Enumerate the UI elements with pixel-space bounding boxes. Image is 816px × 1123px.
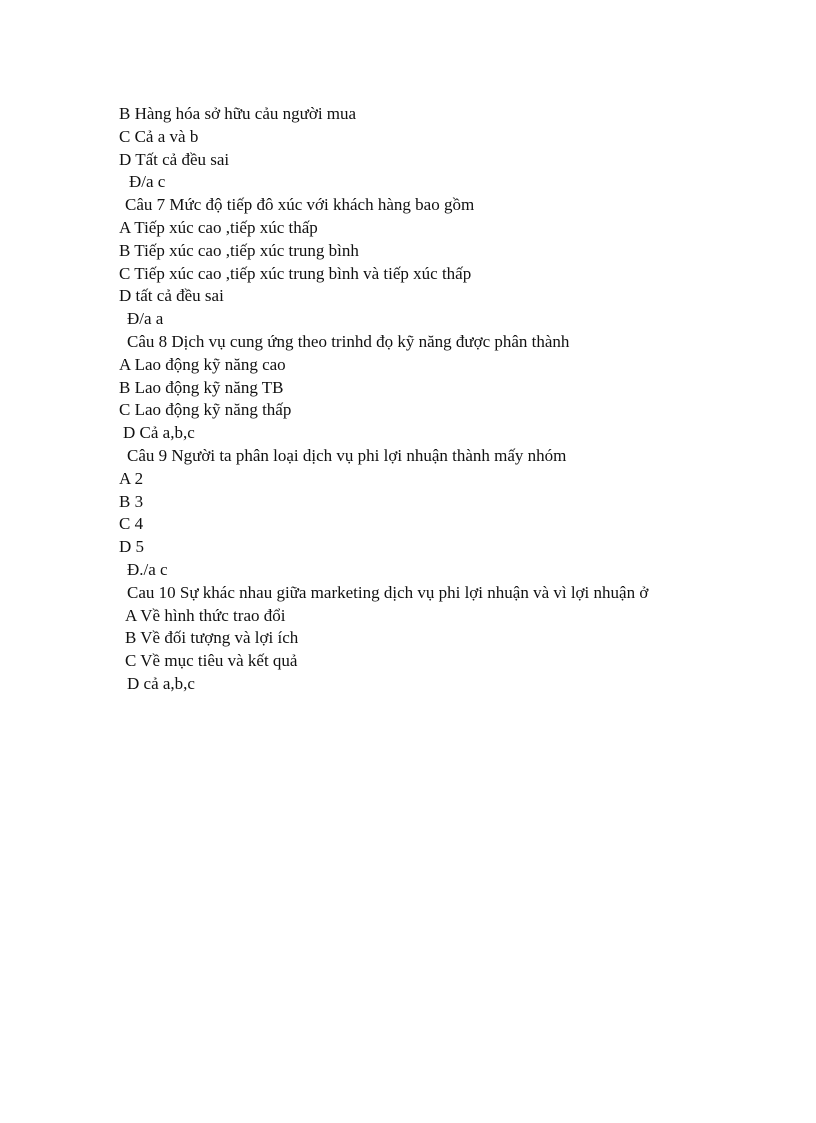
answer-option: A 2 [119, 468, 144, 488]
answer-option: B Tiếp xúc cao ,tiếp xúc trung bình [119, 240, 359, 260]
answer-option: C Về mục tiêu và kết quả [125, 651, 298, 671]
answer-key: Đ/a a [127, 309, 164, 329]
answer-option: B Về đối tượng và lợi ích [125, 628, 299, 648]
question-9: Câu 9 Người ta phân loại dịch vụ phi lợi nhuận thành mấy nhóm [127, 445, 567, 465]
answer-option: B Lao động kỹ năng TB [119, 377, 284, 397]
question-8: Câu 8 Dịch vụ cung ứng theo trinhd đọ kỹ năng được phân thành [127, 331, 570, 351]
question-10: Cau 10 Sự khác nhau giữa marketing dịch vụ phi lợi nhuận và vì lợi nhuận ở [127, 582, 649, 602]
answer-option: B 3 [119, 491, 144, 511]
answer-option: D tất cả đều sai [119, 286, 224, 306]
answer-option: A Về hình thức trao đổi [125, 605, 286, 625]
answer-option: B Hàng hóa sở hữu cảu người mua [119, 104, 357, 123]
answer-option: D cả a,b,c [127, 673, 195, 693]
answer-option: D 5 [119, 537, 145, 557]
answer-option: A Tiếp xúc cao ,tiếp xúc thấp [119, 217, 318, 237]
answer-key: Đ./a c [127, 559, 168, 579]
answer-option: D Cả a,b,c [123, 423, 195, 443]
question-7: Câu 7 Mức độ tiếp đô xúc với khách hàng bao gồm [125, 195, 475, 215]
answer-option: D Tất cả đều sai [119, 149, 230, 169]
answer-option: C Cả a và b [119, 126, 199, 146]
answer-option: C Tiếp xúc cao ,tiếp xúc trung bình và tiếp xúc thấp [119, 263, 472, 283]
answer-option: C Lao động kỹ năng thấp [119, 400, 292, 420]
answer-key: Đ/a c [129, 172, 166, 192]
answer-option: A Lao động kỹ năng cao [119, 354, 286, 374]
document-body [119, 103, 699, 696]
answer-option: C 4 [119, 514, 144, 534]
